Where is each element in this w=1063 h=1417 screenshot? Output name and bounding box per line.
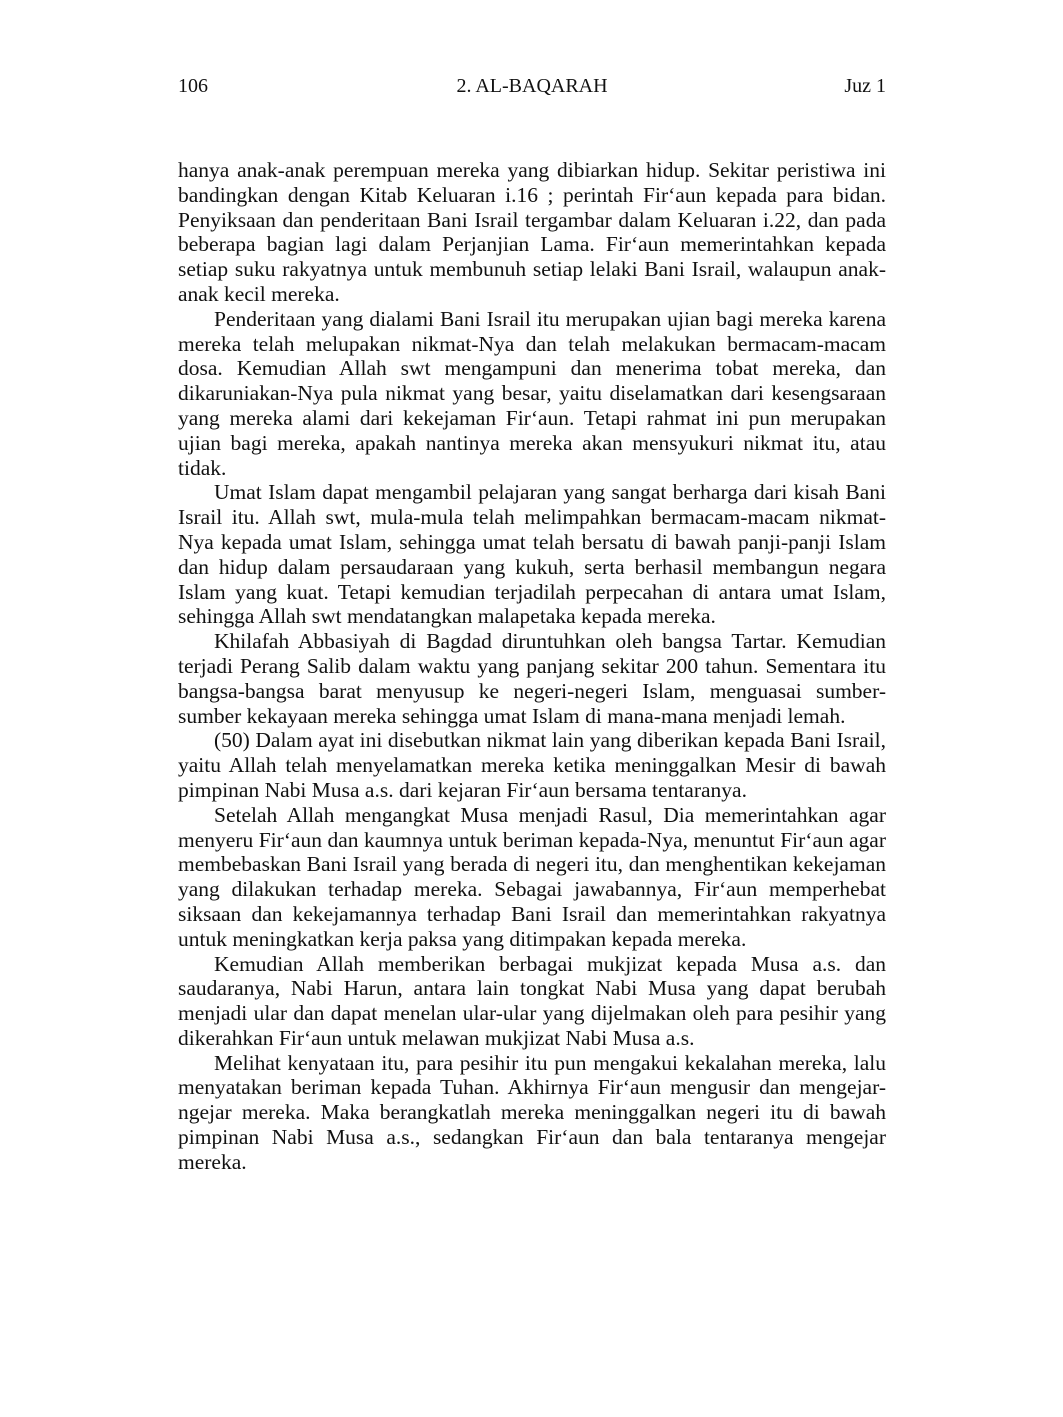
juz-label: Juz 1	[844, 75, 886, 97]
paragraph: Melihat kenyataan itu, para pesihir itu pun mengakui kekalahan mereka, lalu menyatakan beriman kepada Tuhan. Akhirnya Fir‘aun mengusir dan mengejar-ngejar mereka. Maka berangkatlah mereka meninggalkan negeri itu di bawah pimpinan Nabi Musa a.s., sedangkan Fir‘aun dan bala tentaranya mengejar mereka.	[178, 1050, 886, 1174]
running-title: 2. AL-BAQARAH	[456, 75, 608, 97]
paragraph: (50) Dalam ayat ini disebutkan nikmat lain yang diberikan kepada Bani Israil, yaitu Allah telah menyelamatkan mereka ketika meninggalkan Mesir di bawah pimpinan Nabi Musa a.s. dari kejaran Fir‘aun bersama tentaranya.	[178, 728, 886, 802]
paragraph: hanya anak-anak perempuan mereka yang dibiarkan hidup. Sekitar peristiwa ini bandingkan dengan Kitab Keluaran i.16 ; perintah Fir‘aun kepada para bidan. Penyiksaan dan penderitaan Bani Israil tergambar dalam Keluaran i.22, dan pada beberapa bagian lagi dalam Perjanjian Lama. Fir‘aun memerintahkan kepada setiap suku rakyatnya untuk membunuh setiap lelaki Bani Israil, walaupun anak-anak kecil mereka.	[178, 158, 886, 306]
body-text	[178, 158, 886, 1175]
paragraph: Setelah Allah mengangkat Musa menjadi Rasul, Dia memerintahkan agar menyeru Fir‘aun dan kaumnya untuk beriman kepada-Nya, menuntut Fir‘aun agar membebaskan Bani Israil yang berada di negeri itu, dan menghentikan kekejaman yang dilakukan terhadap mereka. Sebagai jawabannya, Fir‘aun memperhebat siksaan dan kekejamannya terhadap Bani Israil dan memerintahkan rakyatnya untuk meningkatkan kerja paksa yang ditimpakan kepada mereka.	[178, 802, 886, 951]
paragraph: Khilafah Abbasiyah di Bagdad diruntuhkan oleh bangsa Tartar. Kemudian terjadi Perang Salib dalam waktu yang panjang sekitar 200 tahun. Sementara itu bangsa-bangsa barat menyusup ke negeri-negeri Islam, menguasai sumber-sumber kekayaan mereka sehingga umat Islam di mana-mana menjadi lemah.	[178, 629, 886, 728]
paragraph: Umat Islam dapat mengambil pelajaran yang sangat berharga dari kisah Bani Israil itu. Allah swt, mula-mula telah melimpahkan bermacam-macam nikmat-Nya kepada umat Islam, sehingga umat telah bersatu di bawah panji-panji Islam dan hidup dalam persaudaraan yang kukuh, serta berhasil membangun negara Islam yang kuat. Tetapi kemudian terjadilah perpecahan di antara umat Islam, sehingga Allah swt mendatangkan malapetaka kepada mereka.	[178, 480, 886, 629]
paragraph: Kemudian Allah memberikan berbagai mukjizat kepada Musa a.s. dan saudaranya, Nabi Harun, antara lain tongkat Nabi Musa yang dapat berubah menjadi ular dan dapat menelan ular-ular yang dijelmakan oleh para pesihir yang dikerahkan Fir‘aun untuk melawan mukjizat Nabi Musa a.s.	[178, 951, 886, 1050]
paragraph: Penderitaan yang dialami Bani Israil itu merupakan ujian bagi mereka karena mereka telah melupakan nikmat-Nya dan telah melakukan bermacam-macam dosa. Kemudian Allah swt mengampuni dan menerima tobat mereka, dan dikaruniakan-Nya pula nikmat yang besar, yaitu diselamatkan dari kesengsaraan yang mereka alami dari kekejaman Fir‘aun. Tetapi rahmat ini pun merupakan ujian bagi mereka, apakah nantinya mereka akan mensyukuri nikmat itu, atau tidak.	[178, 306, 886, 480]
page-number: 106	[178, 75, 208, 97]
page-header	[178, 72, 886, 100]
